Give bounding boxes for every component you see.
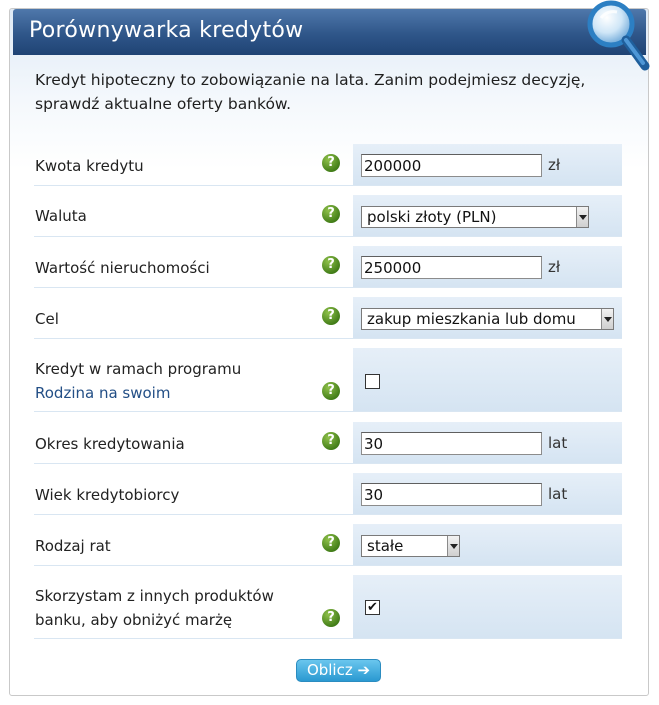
other-products-label-line2: banku, aby obniżyć marżę — [35, 611, 233, 629]
amount-cell — [353, 144, 622, 185]
help-question-icon[interactable]: ? — [322, 609, 340, 627]
dropdown-arrow-icon[interactable] — [576, 207, 588, 227]
age-cell — [353, 473, 622, 514]
property-value-cell — [353, 246, 622, 287]
installments-selected-value: stałe — [367, 537, 404, 555]
program-link[interactable] — [35, 381, 170, 405]
row-program — [34, 348, 622, 412]
purpose-label: Cel — [35, 310, 59, 328]
currency-label: Waluta — [35, 207, 87, 225]
age-unit: lat — [548, 485, 568, 503]
help-question-icon[interactable]: ? — [322, 205, 340, 223]
amount-unit: zł — [548, 156, 561, 174]
purpose-cell — [353, 297, 622, 338]
purpose-selected-value: zakup mieszkania lub domu — [367, 310, 576, 328]
amount-label: Kwota kredytu — [35, 157, 144, 175]
currency-selected-value: polski złoty (PLN) — [367, 208, 497, 226]
other-products-checkbox[interactable]: ✔ — [365, 600, 380, 615]
program-link-text[interactable]: Rodzina na swoim — [35, 384, 171, 402]
row-age — [34, 473, 622, 515]
age-label: Wiek kredytobiorcy — [35, 486, 180, 504]
row-amount — [34, 144, 622, 186]
row-property-value — [34, 246, 622, 288]
other-products-cell — [353, 575, 622, 638]
amount-input[interactable] — [361, 154, 542, 177]
row-period — [34, 422, 622, 464]
property-value-label: Wartość nieruchomości — [35, 259, 210, 277]
installments-label: Rodzaj rat — [35, 537, 111, 555]
program-checkbox[interactable] — [365, 374, 380, 389]
dropdown-arrow-icon[interactable] — [447, 536, 459, 556]
help-question-icon[interactable]: ? — [322, 382, 340, 400]
help-question-icon[interactable]: ? — [322, 256, 340, 274]
property-value-input[interactable] — [361, 256, 542, 279]
period-label: Okres kredytowania — [35, 435, 185, 453]
period-cell — [353, 422, 622, 463]
help-question-icon[interactable]: ? — [322, 154, 340, 172]
program-cell — [353, 348, 622, 411]
page-title: Porównywarka kredytów — [29, 18, 304, 43]
property-value-unit: zł — [548, 258, 561, 276]
installments-cell — [353, 524, 622, 565]
row-purpose — [34, 297, 622, 339]
period-input[interactable] — [361, 432, 542, 455]
program-label: Kredyt w ramach programu — [35, 360, 242, 378]
row-other-products — [34, 575, 622, 639]
header-bar — [13, 9, 646, 55]
currency-cell — [353, 195, 622, 236]
installments-select[interactable] — [361, 535, 460, 557]
period-unit: lat — [548, 434, 568, 452]
intro-text: Kredyt hipoteczny to zobowiązanie na lata. Zanim podejmiesz decyzję, sprawdź aktualne oferty banków. — [35, 71, 586, 113]
row-currency — [34, 195, 622, 237]
row-installments — [34, 524, 622, 566]
magnifier-icon — [583, 0, 655, 78]
purpose-select[interactable] — [361, 308, 614, 330]
help-question-icon[interactable]: ? — [322, 432, 340, 450]
help-question-icon[interactable]: ? — [322, 534, 340, 552]
age-input[interactable] — [361, 483, 542, 506]
calculate-button[interactable]: Oblicz ➔ — [296, 659, 381, 682]
help-question-icon[interactable]: ? — [322, 307, 340, 325]
currency-select[interactable] — [361, 206, 589, 228]
other-products-label-line1: Skorzystam z innych produktów — [35, 587, 274, 605]
dropdown-arrow-icon[interactable] — [601, 309, 613, 329]
